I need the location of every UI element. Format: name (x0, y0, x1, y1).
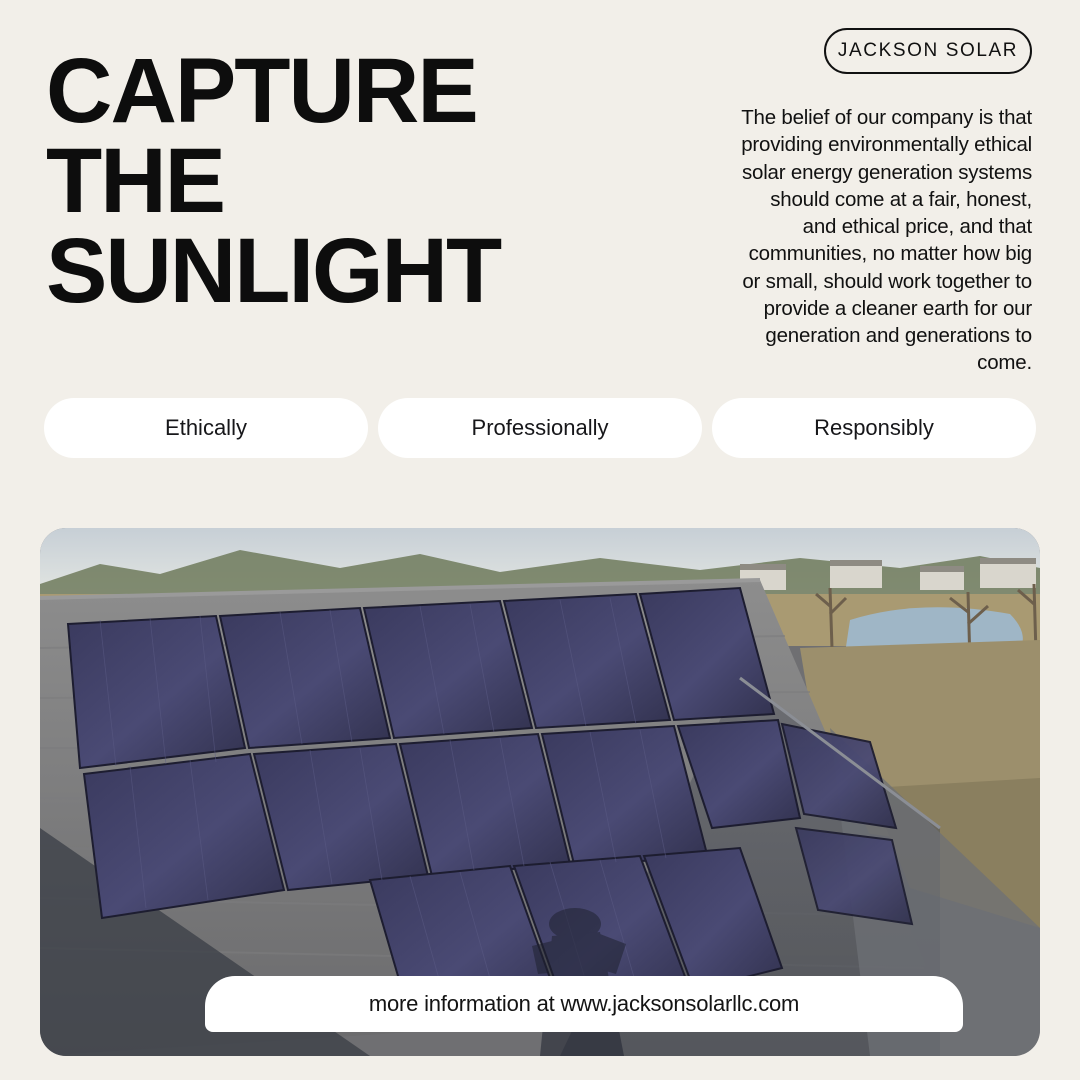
company-description: The belief of our company is that providing environmentally ethical solar energy generation systems should come at a fair, honest, and ethical price, and that communities, no matter how big or small, should work together to provide a cleaner earth for our generation and generations to come. (741, 106, 1032, 375)
value-pill-responsibly[interactable] (712, 398, 1036, 458)
page-title (46, 40, 606, 323)
value-pill-label: Ethically (165, 415, 247, 440)
headline-line-1: CAPTURE (46, 40, 477, 142)
brand-name: JACKSON SOLAR (837, 40, 1019, 61)
value-pill-professionally[interactable] (378, 398, 702, 458)
value-pill-row (44, 398, 1036, 458)
value-pill-label: Responsibly (814, 415, 934, 440)
value-pill-label: Professionally (471, 415, 609, 440)
solar-panel-photo (40, 528, 1040, 1056)
headline-line-2: THE (46, 130, 224, 233)
footer-cta[interactable] (205, 976, 963, 1032)
headline-line-3: SUNLIGHT (46, 220, 501, 323)
brand-badge (824, 28, 1032, 74)
value-pill-ethically[interactable] (44, 398, 368, 458)
footer-cta-text: more information at www.jacksonsolarllc.com (368, 991, 800, 1016)
